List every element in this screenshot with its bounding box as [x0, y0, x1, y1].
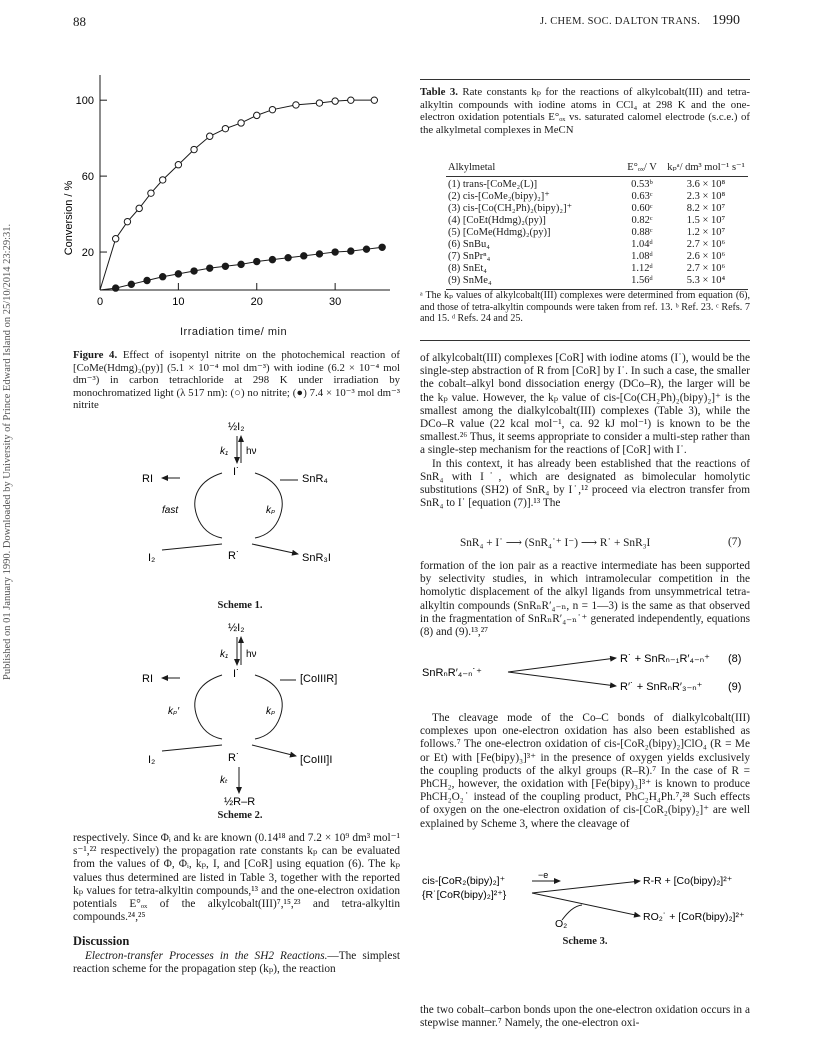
nitrite-data-point	[348, 248, 354, 254]
scheme-1-i2: I₂	[148, 552, 156, 564]
table-3-cell-kp: 1.5 × 10⁷	[686, 215, 726, 226]
scheme-1-k1: k₁	[220, 446, 229, 457]
table-3-cell-eox: 0.63ᶜ	[631, 191, 653, 202]
figure-4-caption	[73, 349, 400, 412]
scheme-3-diagram	[420, 872, 755, 932]
table-3-row	[446, 275, 748, 287]
scheme-1-snr4: SnR₄	[302, 473, 328, 485]
scheme-3-reactant: cis-[CoR₂(bipy)₂]⁺	[422, 875, 506, 887]
table-3-cell-alkylmetal: (4) [CoEt(Hdmg)₂(py)]	[448, 215, 546, 226]
table-3-cell-eox: 1.56ᵈ	[631, 275, 653, 286]
nitrite-data-point	[191, 268, 197, 274]
scheme-2-r-radical: R˙	[228, 752, 240, 764]
eq8-product: R˙ + SnRₙ₋₁R′₄₋ₙ⁺	[620, 653, 710, 665]
scheme-2-rr: ½R–R	[224, 796, 256, 807]
discussion-body	[73, 950, 400, 976]
table-3-cell-alkylmetal: (5) [CoMe(Hdmg)₂(py)]	[448, 227, 551, 238]
table-3-header-eox: E°ₒₓ/ V	[627, 162, 657, 173]
scheme-1-r-radical: R˙	[228, 550, 240, 562]
scheme-2-ri: RI	[142, 673, 153, 685]
scheme-1-fast: fast	[162, 505, 179, 516]
table-3-cell-alkylmetal: (2) cis-[CoMe₂(bipy)₂]⁺	[448, 191, 550, 202]
no-nitrite-data-point	[207, 133, 213, 139]
discussion-heading: Discussion	[73, 934, 130, 948]
scheme-2-kp: kₚ	[266, 706, 276, 717]
no-nitrite-data-point	[254, 112, 260, 118]
table-3-caption-label: Table 3.	[420, 86, 458, 98]
no-nitrite-data-point	[124, 218, 130, 224]
scheme-2-k1: k₁	[220, 649, 229, 660]
table-3-cell-kp: 1.2 × 10⁷	[686, 227, 726, 238]
table-3-cell-alkylmetal: (8) SnEt₄	[448, 263, 487, 274]
scheme-3-intermediate: {R˙[CoR(bipy)₂]²⁺}	[422, 889, 507, 901]
no-nitrite-data-point	[148, 190, 154, 196]
right-paragraph-5: the two cobalt–carbon bonds upon the one-electron oxidation occurs in a stepwise manner.⁷ Namely, the one-electron oxi-	[420, 1004, 750, 1030]
journal-name: J. CHEM. SOC. DALTON TRANS.	[540, 16, 701, 27]
nitrite-data-point	[144, 277, 150, 283]
scheme-3-minus-e: −e	[538, 872, 549, 880]
scheme-3-title: Scheme 3.	[562, 936, 608, 947]
nitrite-data-point	[254, 258, 260, 264]
no-nitrite-data-point	[222, 125, 228, 131]
scheme-1-hv: hν	[246, 446, 257, 457]
scheme-2-i-radical: I˙	[233, 668, 240, 680]
download-notice: Published on 01 January 1990. Downloaded by University of Prince Edward Island on 25/10/2014 23:29:31.	[2, 223, 13, 680]
scheme-1-ri: RI	[142, 473, 153, 485]
no-nitrite-data-point	[371, 97, 377, 103]
right-body-text-3	[420, 560, 750, 639]
eq8-number: (8)	[728, 653, 742, 665]
table-3-cell-kp: 3.6 × 10⁸	[686, 179, 726, 190]
no-nitrite-data-point	[316, 100, 322, 106]
nitrite-data-point	[175, 271, 181, 277]
table-3-row	[446, 179, 748, 191]
table-3-cell-kp: 8.2 × 10⁷	[686, 203, 726, 214]
x-axis-label: Irradiation time/ min	[180, 326, 288, 338]
eq89-left: SnRₙR′₄₋ₙ˙⁺	[422, 667, 482, 679]
scheme-1-title: Scheme 1.	[217, 600, 263, 611]
figure-4-caption-label: Figure 4.	[73, 349, 118, 361]
figure-4-chart	[60, 70, 400, 310]
no-nitrite-data-point	[293, 102, 299, 108]
right-paragraph-4: The cleavage mode of the Co–C bonds of dialkylcobalt(III) complexes upon one-electron oxidation has also been established as follows.⁷ The one-electron oxidation of cis-[CoR₂(bipy)₂]ClO₄ (R = Me or Et) with [Fe(bipy)₃]³⁺ in the presence of oxygen yields exclusively the coupling products of the alkyl groups (R–R).⁷ In the case of R = PhCH₂, however, the oxidation with [Fe(bipy)₃]³⁺ is known to produce PhCH₂O₂˙ instead of the coupling product, PhC₂H₄Ph.⁷,²⁸ Such effects of oxygen on the one-electron oxidation of cis-[CoR₂(bipy)₂]⁺ are well explained by Scheme 3, where the cleavage of	[420, 712, 750, 830]
scheme-1-i-radical: I˙	[233, 466, 240, 478]
scheme-2-hv: hν	[246, 649, 257, 660]
scheme-1-half-i2: ½I₂	[228, 421, 245, 433]
nitrite-curve	[100, 247, 382, 290]
scheme-3-bottom-product: RO₂˙ + [CoR(bipy)₂]²⁺	[643, 911, 745, 923]
table-3-row	[446, 239, 748, 251]
scheme-2-title: Scheme 2.	[217, 810, 263, 821]
x-tick-label: 20	[250, 296, 263, 308]
table-3-caption	[420, 86, 750, 136]
nitrite-data-point	[222, 263, 228, 269]
table-3-caption-text: Rate constants kₚ for the reactions of alkylcobalt(III) and tetra-alkyltin compounds with iodine atoms in CCl₄ at 298 K and the one-electron oxidation potentials E°ₒₓ vs. saturated calomel electrode (s.c.e.) of the alkylmetal complexes in MeCN	[420, 86, 750, 136]
chart-points	[112, 97, 385, 291]
right-body-text-1	[420, 352, 750, 510]
table-3-row	[446, 215, 748, 227]
nitrite-data-point	[207, 265, 213, 271]
table-3-cell-alkylmetal: (3) cis-[Co(CH₂Ph)₂(bipy)₂]⁺	[448, 203, 573, 214]
table-3-cell-eox: 0.88ᶜ	[631, 227, 653, 238]
table-3-cell-eox: 1.12ᵈ	[631, 263, 653, 274]
nitrite-data-point	[285, 255, 291, 261]
no-nitrite-data-point	[136, 205, 142, 211]
x-tick-label: 30	[329, 296, 342, 308]
scheme-3-o2: O₂	[555, 918, 568, 930]
discussion-subheading: Electron-transfer Processes in the SH2 Reactions.	[85, 950, 328, 962]
scheme-2-kt: kₜ	[220, 775, 228, 786]
scheme-2-kp-prime: kₚ′	[168, 706, 180, 717]
equation-7-number: (7)	[728, 536, 742, 548]
table-3	[446, 148, 748, 292]
table-3-row	[446, 191, 748, 203]
nitrite-data-point	[379, 244, 385, 250]
equation-7: SnR₄ + I˙ ⟶ (SnR₄˙⁺ I⁻) ⟶ R˙ + SnR₃I	[460, 537, 651, 549]
right-paragraph-3: formation of the ion pair as a reactive intermediate has been supported by selectivity studies, in which intramolecular competition in the homolytic displacement of the alkyl ligands from unsymmetrical tetra-alkyltin compounds (SnRₙR′₄₋ₙ, n = 1—3) is the same as that observed in the fragmentation of SnRₙR′₄₋ₙ˙⁺ generated independently, equations (8) and (9).¹³,²⁷	[420, 560, 750, 639]
y-tick-label: 20	[81, 247, 94, 260]
nitrite-data-point	[238, 261, 244, 267]
eq9-product: R′˙ + SnRₙR′₃₋ₙ⁺	[620, 681, 703, 693]
nitrite-data-point	[301, 253, 307, 259]
table-3-cell-alkylmetal: (6) SnBu₄	[448, 239, 490, 250]
right-paragraph-2: In this context, it has already been established that the reactions of SnR₄ with I˙, which are designated as bimolecular homolytic substitutions (SH2) of SnR₄ by I˙,¹² proceed via electron transfer from SnR₄ to I˙ [equation (7)].¹³ The	[420, 457, 750, 510]
table-3-row	[446, 203, 748, 215]
table-3-cell-kp: 5.3 × 10⁴	[686, 275, 726, 286]
scheme-2-cor: [CoIIIR]	[300, 673, 338, 685]
left-body-text	[73, 832, 400, 924]
left-paragraph-propagation: respectively. Since Φᵢ and kₜ are known (0.14¹⁸ and 7.2 × 10⁹ dm³ mol⁻¹ s⁻¹,²² respectively) the propagation rate constants kₚ can be evaluated from the values of Φ, Φᵢ, kₚ, I, and [CoR] using equation (6). The kₚ values thus determined are listed in Table 3, together with the reported kₚ values for tetra-alkyltin compounds,¹³ and the one-electron oxidation potentials E°ₒₓ of the alkylcobalt(III)⁷,¹⁵,²³ and tetra-alkyltin compounds.²⁴,²⁵	[73, 832, 400, 924]
table-3-cell-eox: 0.82ᶜ	[631, 215, 653, 226]
nitrite-data-point	[316, 251, 322, 257]
no-nitrite-data-point	[332, 98, 338, 104]
table-3-cell-kp: 2.3 × 10⁸	[686, 191, 726, 202]
scheme-1-kp: kₚ	[266, 505, 276, 516]
nitrite-data-point	[112, 285, 118, 291]
nitrite-data-point	[363, 246, 369, 252]
table-3-cell-eox: 0.53ᵇ	[631, 179, 653, 190]
right-body-text-5	[420, 1004, 750, 1030]
table-3-cell-kp: 2.7 × 10⁶	[686, 239, 726, 250]
right-body-text-4	[420, 712, 750, 831]
table-3-header-alkylmetal: Alkylmetal	[448, 162, 496, 173]
eq9-number: (9)	[728, 681, 742, 693]
discussion-text: —The simplest reaction scheme for the propagation step (kₚ), the reaction	[73, 950, 400, 976]
table-3-row	[446, 227, 748, 239]
scheme-1-diagram	[140, 418, 400, 598]
journal-year: 1990	[712, 13, 740, 28]
no-nitrite-data-point	[348, 97, 354, 103]
nitrite-data-point	[160, 274, 166, 280]
scheme-1-snr3i: SnR₃I	[302, 552, 331, 564]
no-nitrite-curve	[100, 100, 374, 290]
table-3-cell-alkylmetal: (1) trans-[CoMe₂(L)]	[448, 179, 538, 190]
chart-ticks	[76, 95, 342, 308]
no-nitrite-data-point	[175, 162, 181, 168]
scheme-2-coi: [CoIII]I	[300, 754, 333, 766]
x-tick-label: 0	[96, 296, 104, 308]
no-nitrite-data-point	[238, 120, 244, 126]
table-3-cell-alkylmetal: (9) SnMe₄	[448, 275, 492, 286]
table-3-row	[446, 251, 748, 263]
scheme-3-top-product: R-R + [Co(bipy)₂]²⁺	[643, 875, 733, 887]
chart-axes	[100, 75, 390, 290]
x-tick-label: 10	[172, 296, 185, 308]
table-3-cell-alkylmetal: (7) SnPrⁿ₄	[448, 251, 491, 262]
table-3-footnote: ᵃ The kₚ values of alkylcobalt(III) complexes were determined from equation (6), and those of tetra-alkyltin compounds were taken from ref. 13. ᵇ Ref. 23. ᶜ Refs. 7 and 15. ᵈ Refs. 24 and 25.	[420, 290, 750, 324]
no-nitrite-data-point	[112, 236, 118, 242]
nitrite-data-point	[332, 249, 338, 255]
table-3-cell-eox: 0.60ᶜ	[631, 203, 653, 214]
nitrite-data-point	[269, 256, 275, 262]
no-nitrite-data-point	[160, 177, 166, 183]
figure-4-caption-text: Effect of isopentyl nitrite on the photochemical reaction of [CoMe(Hdmg)₂(py)] (5.1 × 10⁻⁴ mol dm⁻³) with iodine (6.2 × 10⁻⁴ mol dm⁻³) in carbon tetrachloride at 298 K under irradiation by monochromatized light (λ 517 nm): (○) no nitrite; (●) 7.4 × 10⁻³ mol dm⁻³ nitrite	[73, 349, 400, 411]
no-nitrite-data-point	[191, 146, 197, 152]
y-tick-label: 60	[81, 171, 94, 184]
right-paragraph-1: of alkylcobalt(III) complexes [CoR] with iodine atoms (I˙), would be the single-step abstraction of R from [CoR] by I˙. In such a case, the smaller the cobalt–alkyl bond dissociation energy (DCo–R), the larger will be the kₚ value. However, the kₚ value of cis-[Co(CH₂Ph)₂(bipy)₂]⁺ is the smallest among the dialkylcobalt(III) complexes (Table 3), while the DCo–R value (22 kcal mol⁻¹, ca. 92 kJ mol⁻¹) is known to be the smallest.²⁶ Thus, it seems appropriate to consider a multi-step rather than a single-step mechanism for the reactions of [CoR] with I˙.	[420, 352, 750, 457]
table-3-cell-eox: 1.04ᵈ	[631, 239, 653, 250]
table-3-cell-eox: 1.08ᵈ	[631, 251, 653, 262]
table-3-cell-kp: 2.6 × 10⁶	[686, 251, 726, 262]
table-3-header-kp: kₚᵃ/ dm³ mol⁻¹ s⁻¹	[667, 162, 745, 173]
table-3-row	[446, 263, 748, 275]
scheme-2-i2: I₂	[148, 754, 156, 766]
table-3-cell-kp: 2.7 × 10⁶	[686, 263, 726, 274]
no-nitrite-data-point	[269, 106, 275, 112]
scheme-2-diagram	[140, 617, 400, 807]
equations-8-9	[420, 648, 755, 698]
y-axis-label: Conversion / %	[63, 180, 75, 256]
nitrite-data-point	[128, 281, 134, 287]
y-tick-label: 100	[75, 95, 94, 108]
scheme-2-half-i2: ½I₂	[228, 622, 245, 634]
page-number: 88	[73, 14, 86, 29]
